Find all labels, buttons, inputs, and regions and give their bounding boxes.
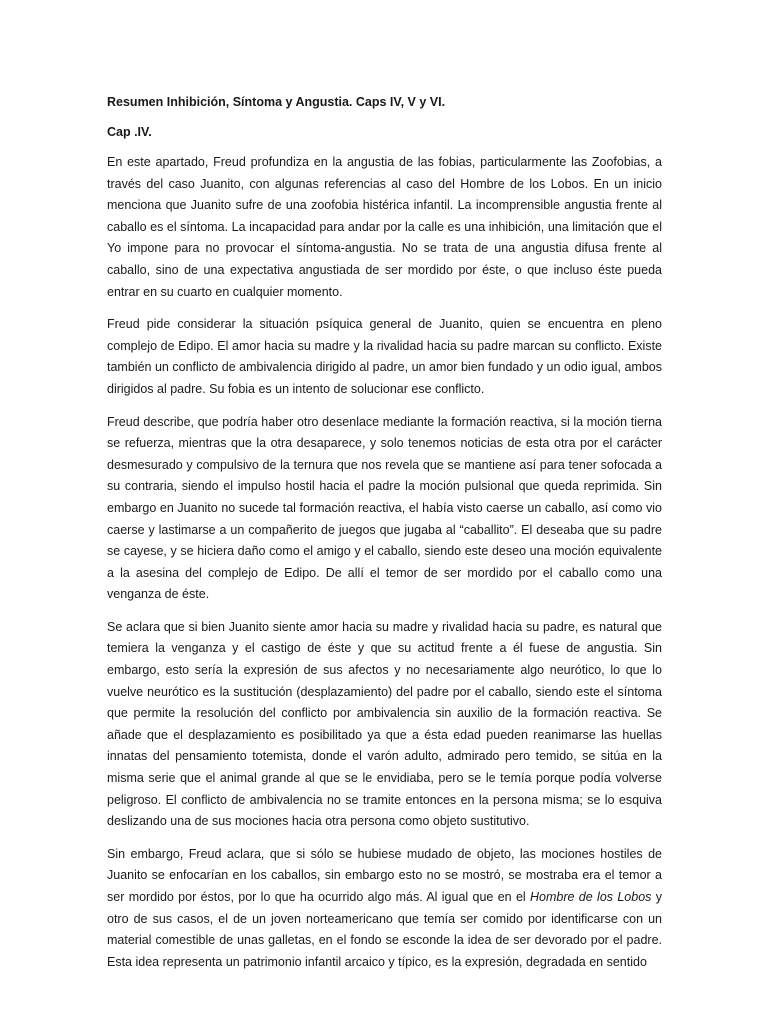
- chapter-heading: Cap .IV.: [107, 125, 152, 139]
- paragraph-5-text-after: y otro de sus casos, el de un joven norteamericano que temía ser comido por identificarse con un material comestible de unas galletas, en el fondo se esconde la idea de ser devorado por el padre. Esta idea representa un patrimonio infantil arcaico y típico, es la expresión, degradada en sentido: [107, 890, 663, 969]
- paragraph-3: Freud describe, que podría haber otro desenlace mediante la formación reactiva, si la moción tierna se refuerza, mientras que la otra desaparece, y solo tenemos noticias de esta otra por el carácter desmesurado y compulsivo de la ternura que nos revela que se mantiene así para tener sofocada a su contraria, siendo el impulso hostil hacia el padre la moción pulsional que queda reprimida. Sin embargo en Juanito no sucede tal formación reactiva, el había visto caerse un caballo, así como vio caerse y lastimarse a un compañerito de juegos que jugaba al “caballito”. El deseaba que su padre se cayese, y se hiciera daño como el amigo y el caballo, siendo este deseo una moción equivalente a la asesina del complejo de Edipo. De allí el temor de ser mordido por el caballo como una venganza de éste.: [107, 414, 662, 602]
- document-title: Resumen Inhibición, Síntoma y Angustia. Caps IV, V y VI.: [107, 95, 446, 109]
- paragraph-2: Freud pide considerar la situación psíquica general de Juanito, quien se encuentra en pleno complejo de Edipo. El amor hacia su madre y la rivalidad hacia su padre marcan su conflicto. Existe también un conflicto de ambivalencia dirigido al padre, un amor bien fundado y un odio igual, ambos dirigidos al padre. Su fobia es un intento de solucionar ese conflicto.: [107, 317, 662, 396]
- document-page: [107, 92, 662, 984]
- paragraph-4: Se aclara que si bien Juanito siente amor hacia su madre y rivalidad hacia su padre, es natural que temiera la venganza y el castigo de éste y que su actitud frente a él fuese de angustia. Sin embargo, esto sería la expresión de sus afectos y no necesariamente algo neurótico, lo que lo vuelve neurótico es la sustitución (desplazamiento) del padre por el caballo, siendo este el síntoma que permite la resolución del conflicto por ambivalencia sin auxilio de la formación reactiva. Se añade que el desplazamiento es posibilitado ya que a ésta edad pueden reanimarse las huellas innatas del pensamiento totemista, donde el varón adulto, admirado pero temido, se sitúa en la misma serie que el animal grande al que se le envidiaba, pero se le temía porque podía volverse peligroso. El conflicto de ambivalencia no se tramite entonces en la persona misma; se lo esquiva deslizando una de sus mociones hacia otra persona como objeto sustitutivo.: [107, 619, 662, 829]
- paragraph-5-text-before: Sin embargo, Freud aclara, que si sólo se hubiese mudado de objeto, las mociones hostiles de Juanito se enfocarían en los caballos, sin embargo esto no se mostró, se mostraba era el temor a ser mordido por éstos, por lo que ha ocurrido algo más. Al igual que en el: [107, 846, 662, 904]
- paragraph-5: [107, 844, 662, 974]
- paragraph-1: En este apartado, Freud profundiza en la angustia de las fobias, particularmente las Zoofobias, a través del caso Juanito, con algunas referencias al caso del Hombre de los Lobos. En un inicio menciona que Juanito sufre de una zoofobia histérica infantil. La incomprensible angustia frente al caballo es el síntoma. La incapacidad para andar por la calle es una inhibición, una limitación que el Yo impone para no provocar el síntoma-angustia. No se trata de una angustia difusa frente al caballo, sino de una expectativa angustiada de ser mordido por éste, o que incluso éste pueda entrar en su cuarto en cualquier momento.: [107, 155, 662, 299]
- paragraph-5-italic-title: Hombre de los Lobos: [530, 890, 652, 904]
